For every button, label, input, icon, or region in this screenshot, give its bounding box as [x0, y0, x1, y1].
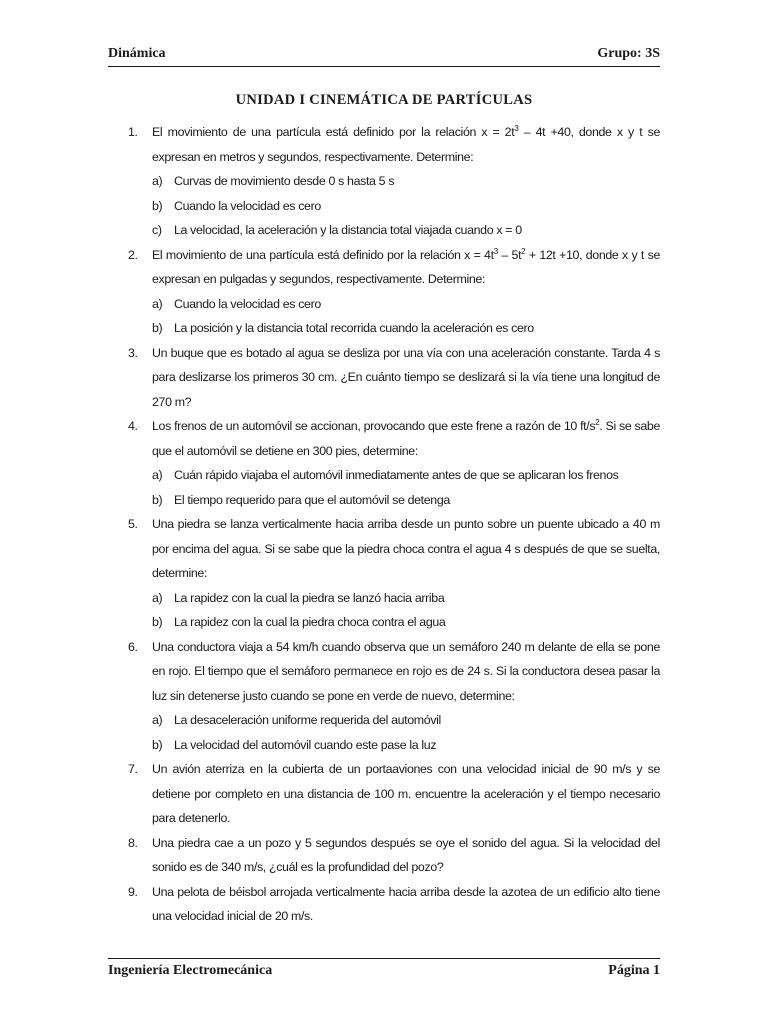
exercise-8	[108, 831, 660, 880]
sub-item-text: Cuán rápido viajaba el automóvil inmediatamente antes de que se aplicaran los frenos	[174, 468, 619, 482]
exercise-list	[108, 120, 660, 929]
sub-item-text: La rapidez con la cual la piedra choca contra el agua	[174, 615, 446, 629]
sub-item-text: La posición y la distancia total recorrida cuando la aceleración es cero	[174, 321, 534, 335]
page-footer	[108, 958, 660, 979]
exercise-number: 8.	[128, 835, 138, 850]
header-subject: Dinámica	[108, 46, 166, 61]
header-group: Grupo: 3S	[597, 46, 660, 61]
exercise-text: + 12t +10, donde x y t se expresan en pulgadas y segundos, respectivamente. Determine:	[152, 247, 660, 286]
exercise-2	[108, 243, 660, 292]
sub-item	[108, 169, 660, 194]
exercise-text: Una piedra cae a un pozo y 5 segundos después se oye el sonido del agua. Si la velocidad del sonido es de 340 m/s, ¿cuál es la profundidad del pozo?	[152, 835, 660, 874]
sub-item-text: Cuando la velocidad es cero	[174, 198, 321, 213]
exercise-1	[108, 120, 660, 169]
sub-item-letter: b)	[152, 198, 163, 213]
sub-item-letter: a)	[152, 174, 163, 188]
sub-item-letter: b)	[152, 615, 163, 629]
exercise-text: Un buque que es botado al agua se desliza por una vía con una aceleración constante. Tarda 4 s para deslizarse los primeros 30 cm. ¿En cuánto tiempo se deslizará si la vía tiene una longitud de 270 m?	[152, 345, 660, 409]
exponent: 2	[595, 418, 600, 427]
exponent: 2	[521, 246, 526, 256]
exercise-5	[108, 512, 660, 586]
sub-item-text: Curvas de movimiento desde 0 s hasta 5 s	[174, 174, 395, 188]
exercise-text: – 5t	[497, 247, 522, 262]
sub-item-text: Cuando la velocidad es cero	[174, 296, 321, 311]
exercise-6	[108, 635, 660, 709]
sub-item-text: La rapidez con la cual la piedra se lanzó hacia arriba	[174, 590, 445, 605]
sub-item-letter: a)	[152, 296, 163, 311]
exercise-text: El movimiento de una partícula está definido por la relación x = 4t	[152, 247, 494, 262]
exercise-text: Una piedra se lanza verticalmente hacia arriba desde un punto sobre un puente ubicado a 40 m por encima del agua. Si se sabe que la piedra choca contra el agua 4 s después de que se suelta, determine:	[152, 517, 660, 580]
exercise-number: 3.	[128, 345, 138, 360]
exercise-text: – 4t +40, donde x y t se expresan en metros y segundos, respectivamente. Determine:	[152, 125, 660, 164]
exercise-7	[108, 757, 660, 831]
exercise-3	[108, 341, 660, 415]
exercise-number: 6.	[128, 639, 138, 654]
sub-item-text: El tiempo requerido para que el automóvil se detenga	[174, 492, 450, 507]
exercise-text: Un avión aterriza en la cubierta de un portaaviones con una velocidad inicial de 90 m/s y se detiene por completo en una distancia de 100 m. encuentre la aceleración y el tiempo necesario para detenerlo.	[152, 762, 660, 825]
sub-item-text: La velocidad del automóvil cuando este pase la luz	[174, 737, 437, 752]
sub-item-letter: b)	[152, 492, 163, 507]
exercise-text: . Si se sabe que el automóvil se detiene en 300 pies, determine:	[152, 419, 661, 458]
sub-item	[108, 292, 660, 317]
exponent: 3	[493, 246, 498, 256]
exercise-number: 7.	[128, 762, 138, 776]
exercise-text: Una conductora viaja a 54 km/h cuando observa que un semáforo 240 m delante de ella se pone en rojo. El tiempo que el semáforo permanece en rojo es de 24 s. Si la conductora desea pasar la luz sin detenerse justo cuando se pone en verde de nuevo, determine:	[152, 639, 660, 703]
exercise-text: Los frenos de un automóvil se accionan, provocando que este frene a razón de 10 ft/s	[152, 419, 596, 433]
sub-item-letter: b)	[152, 737, 163, 752]
sub-item	[108, 218, 660, 243]
sub-item-letter: b)	[152, 321, 163, 335]
exercise-9	[108, 880, 660, 929]
exercise-number: 4.	[128, 419, 138, 433]
exercise-text: El movimiento de una partícula está definido por la relación x = 2t	[152, 125, 515, 139]
exercise-number: 5.	[128, 517, 138, 531]
unit-title: UNIDAD I CINEMÁTICA DE PARTÍCULAS	[235, 92, 533, 108]
footer-program: Ingeniería Electromecánica	[108, 963, 273, 978]
sub-item	[108, 488, 660, 513]
sub-item-letter: a)	[152, 468, 163, 482]
sub-item-letter: a)	[152, 713, 163, 727]
sub-item-text: La desaceleración uniforme requerida del automóvil	[174, 713, 441, 727]
exercise-4	[108, 414, 660, 463]
sub-item	[108, 463, 660, 488]
page-number: Página 1	[608, 963, 660, 978]
exercise-text: Una pelota de béisbol arrojada verticalmente hacia arriba desde la azotea de un edificio alto tiene una velocidad inicial de 20 m/s.	[152, 884, 660, 923]
sub-item-text: La velocidad, la aceleración y la distancia total viajada cuando x = 0	[174, 223, 522, 237]
exercise-number: 1.	[128, 125, 138, 139]
exercise-number: 2.	[128, 247, 138, 262]
sub-item	[108, 316, 660, 341]
sub-item	[108, 610, 660, 635]
exponent: 3	[514, 124, 519, 133]
exercise-number: 9.	[128, 884, 138, 899]
sub-item	[108, 586, 660, 611]
sub-item	[108, 708, 660, 733]
sub-item-letter: a)	[152, 590, 163, 605]
sub-item	[108, 733, 660, 758]
page-header	[108, 44, 660, 67]
sub-item	[108, 194, 660, 219]
sub-item-letter: c)	[152, 223, 162, 237]
